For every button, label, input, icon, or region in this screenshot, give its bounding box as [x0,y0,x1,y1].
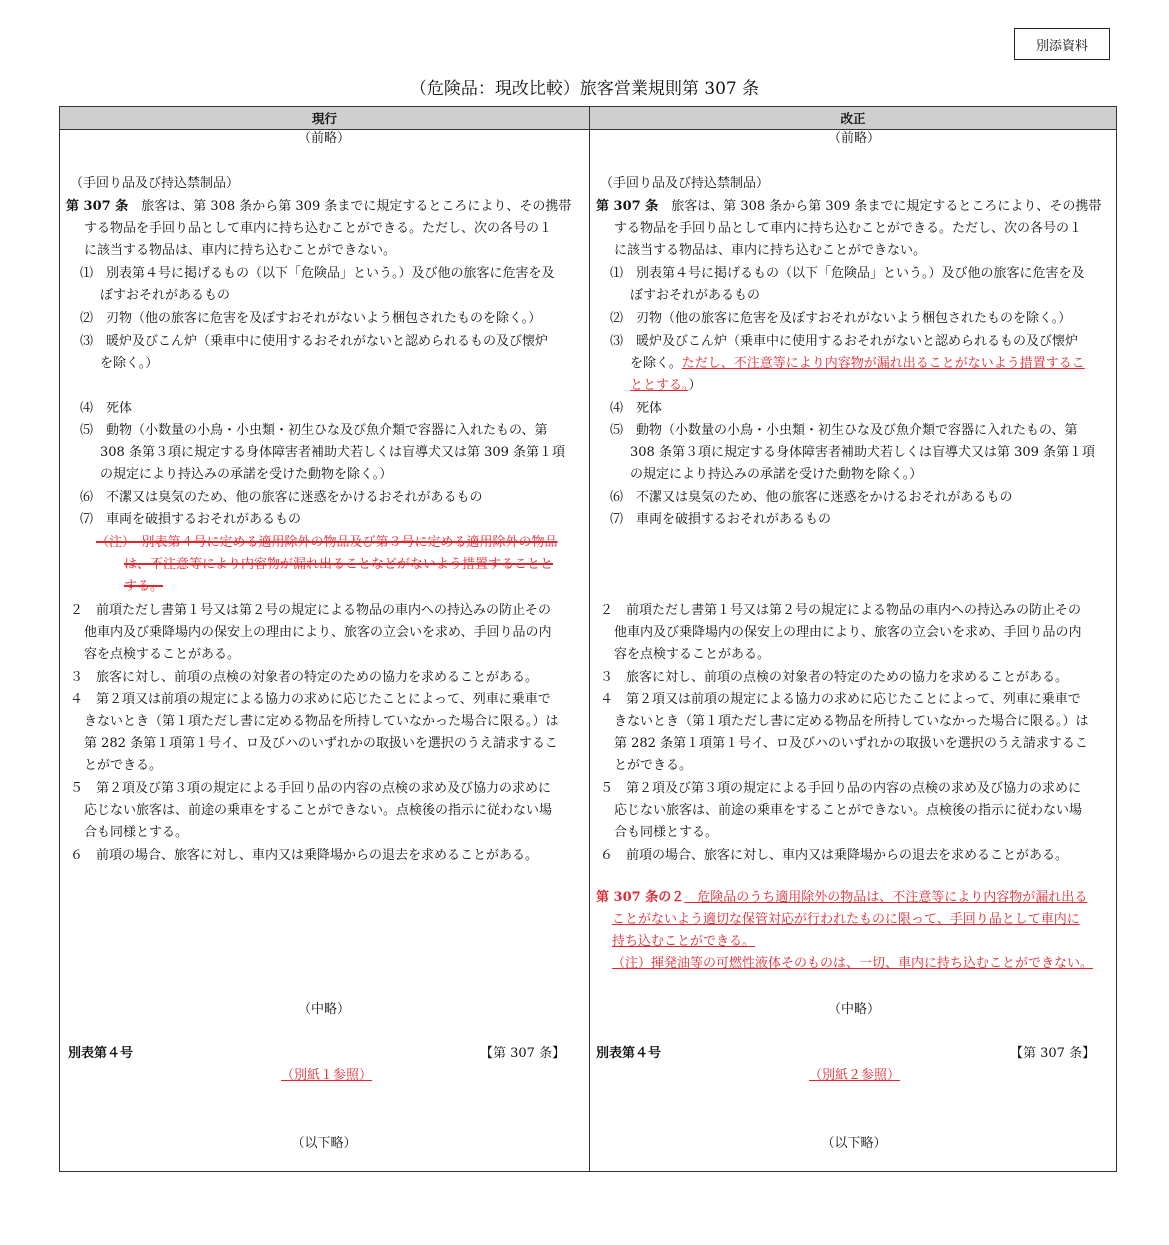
paragraph-4-cont: とができる。 [614,758,693,773]
omitted-middle: （中略） [297,1002,350,1017]
deleted-note: する。 [124,579,164,594]
deleted-note: （注） 別表第４号に定める適用除外の物品及び第３号に定める適用除外の物品 [96,535,558,550]
item-3-cont [630,355,1085,373]
inserted-text: ただし、不注意等により内容物が漏れ出ることがないよう措置するこ [681,356,1085,371]
article-text: 旅客は、第 308 条から第 309 条までに規定するところにより、その携帯 [128,199,572,214]
omitted-bottom: （以下略） [821,1136,887,1151]
item-5-cont: 308 条第３項に規定する身体障害者補助犬若しくは盲導犬又は第 309 条第１項 [100,445,566,460]
article-body-line: する物品を手回り品として車内に持ち込むことができる。ただし、次の各号の１ [614,221,1083,236]
page-title: （危険品：現改比較）旅客営業規則第 307 条 [409,79,760,99]
appendix-note: （別紙１参照） [281,1068,373,1083]
item-6: ⑹ 不潔又は臭気のため、他の旅客に迷惑をかけるおそれがあるもの [610,490,1013,505]
item-5: ⑸ 動物（小数量の小鳥・小虫類・初生ひな及び魚介類で容器に入れたもの、第 [610,423,1078,438]
item-2: ⑵ 刃物（他の旅客に危害を及ぼすおそれがないよう梱包されたものを除く。） [80,311,542,326]
paragraph-6: ６ 前項の場合、旅客に対し、車内又は乗降場からの退去を求めることがある。 [70,848,539,863]
item-3-text: ） [688,378,702,393]
appendix-ref: 【第 307 条】 [480,1046,566,1061]
paragraph-2: ２ 前項ただし書第１号又は第２号の規定による物品の車内への持込みの防止その [600,603,1082,618]
paragraph-5: ５ 第２項及び第３項の規定による手回り品の内容の点検の求め及び協力の求めに [600,781,1082,796]
paragraph-4-cont: きないとき（第１項ただし書に定める物品を所持していなかった場合に限る。）は [84,714,559,729]
item-3-text: を除く。 [630,356,682,371]
item-3: ⑶ 暖炉及びこん炉（乗車中に使用するおそれがないと認められるもの及び懐炉 [610,334,1079,349]
appendix-label: 別表第４号 [68,1046,134,1061]
paragraph-4-cont: 第 282 条第１項第１号イ、ロ及びハのいずれかの取扱いを選択のうえ請求するこ [84,736,558,751]
omitted-middle: （中略） [827,1002,880,1017]
paragraph-3: ３ 旅客に対し、前項の点検の対象者の特定のための協力を求めることがある。 [600,670,1069,685]
paragraph-5: ５ 第２項及び第３項の規定による手回り品の内容の点検の求め及び協力の求めに [70,781,552,796]
paragraph-2: ２ 前項ただし書第１号又は第２号の規定による物品の車内への持込みの防止その [70,603,552,618]
item-3-cont: を除く。） [100,356,159,371]
article-body-line [596,198,1101,216]
item-1-cont: ぼすおそれがあるもの [630,288,761,303]
paragraph-4-cont: きないとき（第１項ただし書に定める物品を所持していなかった場合に限る。）は [614,714,1089,729]
appendix-ref: 【第 307 条】 [1010,1046,1096,1061]
paragraph-5-cont: 応じない旅客は、前途の乗車をすることができない。点検後の指示に従わない場 [84,803,553,818]
paragraph-5-cont: 合も同様とする。 [84,825,189,840]
paragraph-2-cont: 容を点検することがある。 [614,647,771,662]
paragraph-4: ４ 第２項又は前項の規定による協力の求めに応じたことによって、列車に乗車で [70,692,551,707]
paragraph-4-cont: とができる。 [84,758,163,773]
omitted-top: （前略） [297,131,350,146]
paragraph-4-cont: 第 282 条第１項第１号イ、ロ及びハのいずれかの取扱いを選択のうえ請求するこ [614,736,1088,751]
article-label: 第 307 条 [596,199,659,214]
header-revised: 改正 [590,107,1116,130]
article-body-line [66,198,571,216]
item-7: ⑺ 車両を破損するおそれがあるもの [80,512,302,527]
item-7: ⑺ 車両を破損するおそれがあるもの [610,512,832,527]
article-label: 第 307 条 [66,199,129,214]
paragraph-2-cont: 他車内及び乗降場内の保安上の理由により、旅客の立会いを求め、手回り品の内 [84,625,552,640]
omitted-top: （前略） [827,131,880,146]
revised-column [590,129,1118,1171]
item-3-cont [630,377,702,395]
paragraph-6: ６ 前項の場合、旅客に対し、車内又は乗降場からの退去を求めることがある。 [600,848,1069,863]
item-5: ⑸ 動物（小数量の小鳥・小虫類・初生ひな及び魚介類で容器に入れたもの、第 [80,423,548,438]
new-article-line: ことがないよう適切な保管対応が行われたものに限って、手回り品として車内に [612,912,1080,927]
new-article-text: 危険品のうち適用除外の物品は、不注意等により内容物が漏れ出る [684,890,1088,905]
new-article-line: 持ち込むことができる。 [612,934,756,949]
item-2: ⑵ 刃物（他の旅客に危害を及ぼすおそれがないよう梱包されたものを除く。） [610,311,1072,326]
inserted-text: ととする。 [630,378,689,393]
paragraph-4: ４ 第２項又は前項の規定による協力の求めに応じたことによって、列車に乗車で [600,692,1081,707]
article-body-line: に該当する物品は、車内に持ち込むことができない。 [614,243,927,258]
article-caption: （手回り品及び持込禁制品） [600,176,770,191]
header-current: 現行 [60,107,590,130]
new-article-line [596,889,1087,907]
item-4: ⑷ 死体 [80,401,133,416]
paragraph-2-cont: 他車内及び乗降場内の保安上の理由により、旅客の立会いを求め、手回り品の内 [614,625,1082,640]
item-1-cont: ぼすおそれがあるもの [100,288,231,303]
current-column [60,129,588,1171]
item-3: ⑶ 暖炉及びこん炉（乗車中に使用するおそれがないと認められるもの及び懐炉 [80,334,549,349]
item-5-cont: の規定により持込みの承諾を受けた動物を除く。） [100,467,393,482]
item-5-cont: の規定により持込みの承諾を受けた動物を除く。） [630,467,923,482]
omitted-bottom: （以下略） [291,1136,357,1151]
new-article-label: 第 307 条の２ [596,890,685,905]
item-6: ⑹ 不潔又は臭気のため、他の旅客に迷惑をかけるおそれがあるもの [80,490,483,505]
attachment-badge: 別添資料 [1014,28,1110,60]
article-text: 旅客は、第 308 条から第 309 条までに規定するところにより、その携帯 [658,199,1102,214]
paragraph-5-cont: 応じない旅客は、前途の乗車をすることができない。点検後の指示に従わない場 [614,803,1083,818]
item-4: ⑷ 死体 [610,401,663,416]
article-caption: （手回り品及び持込禁制品） [70,176,240,191]
item-1: ⑴ 別表第４号に掲げるもの（以下「危険品」という。）及び他の旅客に危害を及 [610,266,1085,281]
item-5-cont: 308 条第３項に規定する身体障害者補助犬若しくは盲導犬又は第 309 条第１項 [630,445,1096,460]
paragraph-5-cont: 合も同様とする。 [614,825,719,840]
new-article-note: （注）揮発油等の可燃性液体そのものは、一切、車内に持ち込むことができない。 [612,956,1094,971]
article-body-line: する物品を手回り品として車内に持ち込むことができる。ただし、次の各号の１ [84,221,553,236]
item-1: ⑴ 別表第４号に掲げるもの（以下「危険品」という。）及び他の旅客に危害を及 [80,266,555,281]
article-body-line: に該当する物品は、車内に持ち込むことができない。 [84,243,397,258]
paragraph-2-cont: 容を点検することがある。 [84,647,241,662]
deleted-note: は、不注意等により内容物が漏れ出ることなどがないよう措置することと [124,557,554,572]
paragraph-3: ３ 旅客に対し、前項の点検の対象者の特定のための協力を求めることがある。 [70,670,539,685]
appendix-note: （別紙２参照） [809,1068,901,1083]
appendix-label: 別表第４号 [596,1046,662,1061]
comparison-table [59,106,1117,1172]
